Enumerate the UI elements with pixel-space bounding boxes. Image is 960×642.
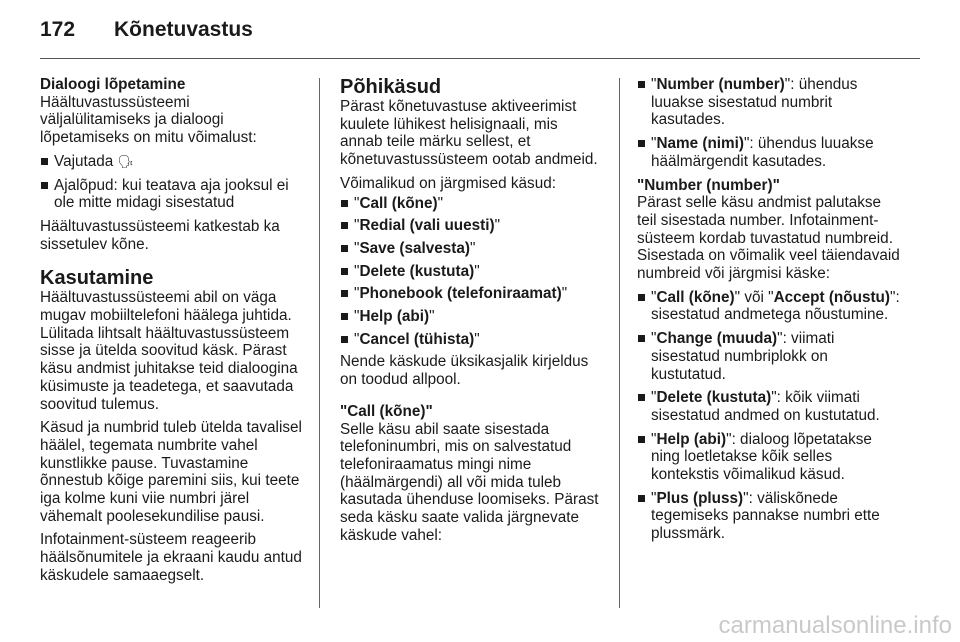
- page-number: 172: [40, 18, 76, 41]
- bullet-marker: [638, 81, 645, 88]
- bullet-text: : ühendus luuakse häälmärgendit kasutades.: [651, 135, 874, 170]
- paragraph: Häältuvastussüsteemi katkestab ka sissetulev kõne.: [40, 217, 280, 253]
- bullet-marker: [341, 313, 348, 320]
- command-item: "Save (salvesta)": [340, 240, 604, 258]
- command-name: Phonebook (telefoniraamat): [359, 285, 562, 303]
- paragraph: Häältuvastussüsteemi abil on väga mugav mobiiltelefoni häälega juhtida. Lülitada lihtsalt häältuvastussüsteem sisse ja ütelda soovitud käsk. Pärast käsu andmist juhitakse teid dialoogina küsimuste ja teadetega, et saavutada soovitud tulemus.: [40, 289, 298, 413]
- command-name: Name (nimi): [656, 135, 744, 153]
- command-item: "Redial (vali uuesti)": [340, 217, 604, 235]
- bullet-marker: [341, 200, 348, 207]
- section-heading-usage: Kasutamine: [40, 267, 154, 290]
- command-name: Call (kõne): [359, 194, 438, 212]
- paragraph: Häältuvastussüsteemi väljalülitamiseks ja dialoogi lõpetamiseks on mitu võimalust:: [40, 93, 257, 147]
- bullet-text: : sisestatud andmetega nõustumine.: [651, 288, 900, 324]
- paragraph: Pärast selle käsu andmist palutakse teil sisestada number. Infotainment-süsteem kordab tuvastatud numbreid. Sisestada on võimalik veel täiendavaid numbreid või järgmisi käske:: [637, 194, 900, 283]
- command-name: Delete (kustuta): [359, 262, 475, 280]
- subheading-number: "Number (number)": [637, 176, 780, 194]
- bullet-text: : väliskõnede tegemiseks pannakse numbri ette plussmärk.: [651, 489, 880, 543]
- command-name: Accept (nõustu): [773, 288, 891, 306]
- bullet-marker: [638, 394, 645, 401]
- command-item: "Phonebook (telefoniraamat)": [340, 285, 604, 303]
- page-header: [40, 16, 920, 56]
- paragraph: Infotainment-süsteem reageerib häälsõnumitele ja ekraani kaudu antud käskudele samaaegselt.: [40, 531, 302, 584]
- bullet-marker: [638, 436, 645, 443]
- column-3: [637, 76, 903, 549]
- paragraph: Käsud ja numbrid tuleb ütelda tavalisel häälel, tegemata numbrite vahel kunstlikke pause. Tuvastamine õnnestub kõige paremini siis, kui teete iga kolme kuni viie numbri järel vähemalt poolesekundilise pausi.: [40, 419, 302, 525]
- bullet-marker: [638, 294, 645, 301]
- bullet-item: "Help (abi)": dialoog lõpetatakse ning loetletakse kõik selles kontekstis võimalikud käsud.: [637, 431, 903, 484]
- command-name: Plus (pluss): [656, 489, 744, 507]
- bullet-item: "Number (number)": ühendus luuakse sisestatud numbrit kasutades.: [637, 76, 903, 129]
- bullet-item: "Name (nimi)": ühendus luuakse häälmärgendit kasutades.: [637, 135, 903, 170]
- bullet-text: Vajutada: [54, 152, 114, 170]
- bullet-marker: [638, 495, 645, 502]
- watermark: carmanualsonline.info: [718, 612, 952, 639]
- command-name: Redial (vali uuesti): [359, 217, 495, 235]
- bullet-text: : kõik viimati sisestatud andmed on kustutatud.: [651, 389, 880, 424]
- voice-control-icon: 🗣︎: [117, 153, 135, 169]
- paragraph: Selle käsu abil saate sisestada telefoninumbri, mis on salvestatud telefoniraamatus mingi nime (häälmärgendi) all või mida tuleb kasutada ühenduse loomiseks. Pärast seda käsku saate valida järgnevate käskude vahel:: [340, 420, 599, 544]
- command-name: Delete (kustuta): [656, 389, 772, 407]
- bullet-item: [40, 153, 302, 171]
- bullet-item: [40, 177, 302, 212]
- bullet-text: : dialoog lõpetatakse ning loetletakse kõik selles kontekstis võimalikud käsud.: [651, 430, 872, 484]
- bullet-text: : ühendus luuakse sisestatud numbrit kasutades.: [651, 76, 858, 129]
- bullet-marker: [341, 245, 348, 252]
- command-name: Save (salvesta): [359, 239, 470, 257]
- bullet-marker: [341, 290, 348, 297]
- bullet-text: : viimati sisestatud numbriplokk on kustutatud.: [651, 330, 835, 383]
- command-item: "Cancel (tühista)": [340, 331, 604, 349]
- paragraph: Võimalikud on järgmised käsud:: [340, 174, 556, 192]
- bullet-marker: [638, 140, 645, 147]
- bullet-marker: [341, 336, 348, 343]
- command-item: "Call (kõne)": [340, 195, 604, 213]
- section-heading-basic-commands: Põhikäsud: [340, 76, 442, 98]
- column-1: [40, 76, 302, 591]
- command-name: Cancel (tühista): [359, 330, 475, 348]
- command-name: Call (kõne): [656, 288, 735, 306]
- column-2: [340, 76, 604, 550]
- command-list: [340, 195, 604, 349]
- chapter-title: Kõnetuvastus: [114, 18, 253, 41]
- bullet-marker: [41, 158, 48, 165]
- bullet-marker: [41, 182, 48, 189]
- header-rule: [40, 58, 920, 59]
- bullet-marker: [341, 222, 348, 229]
- column-divider-2: [619, 78, 620, 608]
- command-name: Help (abi): [656, 430, 727, 448]
- bullet-item: "Delete (kustuta)": kõik viimati sisestatud andmed on kustutatud.: [637, 389, 903, 424]
- subheading-call: "Call (kõne)": [340, 402, 433, 420]
- bullet-text: või: [740, 288, 769, 306]
- bullet-marker: [341, 268, 348, 275]
- command-item: "Help (abi)": [340, 308, 604, 326]
- bullet-marker: [638, 335, 645, 342]
- command-name: Number (number): [656, 76, 785, 93]
- column-divider-1: [319, 78, 320, 608]
- command-name: Help (abi): [359, 308, 430, 326]
- bullet-item: "Plus (pluss)": väliskõnede tegemiseks pannakse numbri ette plussmärk.: [637, 490, 903, 543]
- bullet-item: "Change (muuda)": viimati sisestatud numbriplokk on kustutatud.: [637, 330, 903, 383]
- bullet-item: "Call (kõne)" või "Accept (nõustu)": sisestatud andmetega nõustumine.: [637, 289, 903, 324]
- command-name: Change (muuda): [656, 330, 778, 348]
- bullet-text: Ajalõpud: kui teatava aja jooksul ei ole mitte midagi sisestatud: [54, 176, 289, 212]
- paragraph: Nende käskude üksikasjalik kirjeldus on toodud allpool.: [340, 353, 589, 389]
- command-item: "Delete (kustuta)": [340, 263, 604, 281]
- paragraph: Pärast kõnetuvastuse aktiveerimist kuulete lühikest helisignaali, mis annab teile märku sellest, et kõnetuvastussüsteem ootab andmeid.: [340, 98, 598, 169]
- subheading-dialog-end: Dialoogi lõpetamine: [40, 76, 186, 93]
